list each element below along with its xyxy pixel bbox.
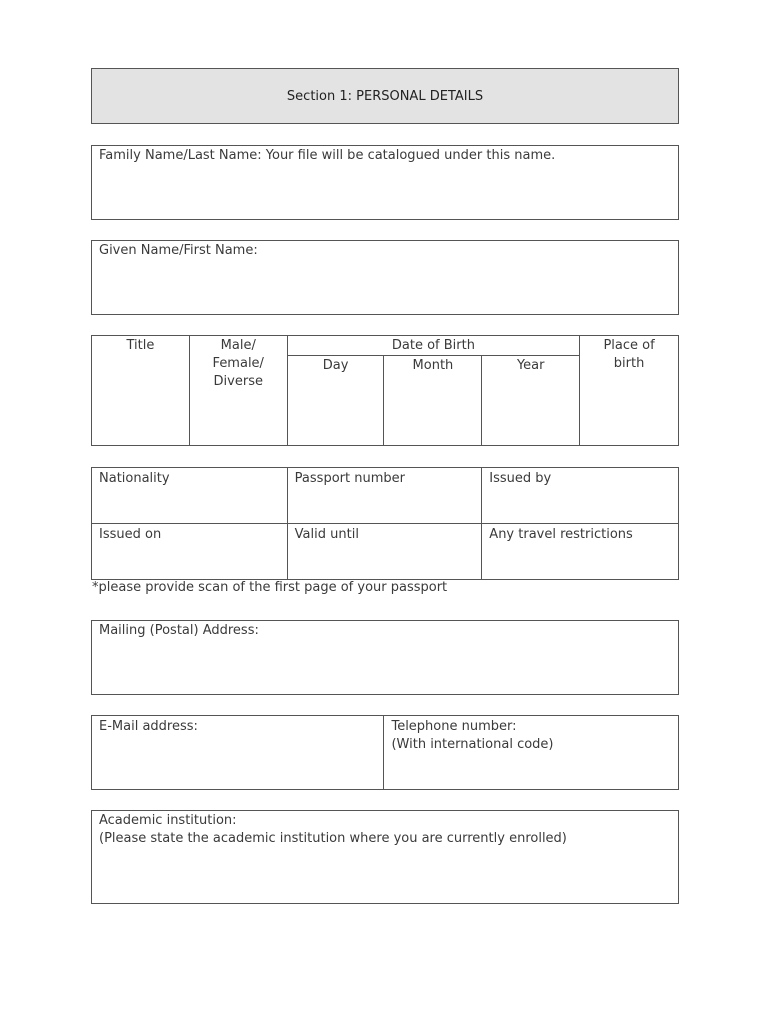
section-title: Section 1: PERSONAL DETAILS [286, 88, 484, 104]
nationality-cell[interactable] [92, 468, 288, 524]
dob-month-cell[interactable] [384, 356, 482, 446]
given-name-label: Given Name/First Name: [99, 243, 258, 258]
gender-cell[interactable] [189, 336, 287, 446]
issued-by-cell[interactable] [482, 468, 679, 524]
passport-table [91, 467, 679, 580]
dob-day-label: Day [322, 358, 349, 373]
family-name-field[interactable] [91, 145, 679, 220]
title-label: Title [126, 338, 155, 353]
issued-by-label: Issued by [489, 471, 552, 486]
section-header [91, 68, 679, 124]
telephone-cell[interactable] [384, 716, 679, 790]
date-of-birth-label: Date of Birth [391, 338, 475, 353]
passport-note: *please provide scan of the first page of your passport [92, 580, 448, 595]
given-name-field[interactable] [91, 240, 679, 315]
dob-day-cell[interactable] [287, 356, 384, 446]
academic-institution-label: Academic institution: (Please state the academic institution where you are currently enrolled) [99, 813, 567, 846]
family-name-label: Family Name/Last Name: Your file will be catalogued under this name. [99, 148, 556, 163]
date-of-birth-header [287, 336, 579, 356]
telephone-label: Telephone number: (With international code) [391, 719, 554, 752]
title-cell[interactable] [92, 336, 190, 446]
place-of-birth-label: Place of birth [603, 338, 655, 371]
travel-restrictions-label: Any travel restrictions [489, 527, 633, 542]
travel-restrictions-cell[interactable] [482, 524, 679, 580]
dob-year-label: Year [516, 358, 545, 373]
valid-until-cell[interactable] [287, 524, 482, 580]
mailing-address-field[interactable] [91, 620, 679, 695]
issued-on-label: Issued on [99, 527, 162, 542]
personal-details-table [91, 335, 679, 446]
issued-on-cell[interactable] [92, 524, 288, 580]
dob-year-cell[interactable] [482, 356, 580, 446]
dob-month-label: Month [412, 358, 454, 373]
passport-number-label: Passport number [294, 471, 405, 486]
email-cell[interactable] [92, 716, 384, 790]
academic-institution-field[interactable] [91, 810, 679, 904]
email-label: E-Mail address: [99, 719, 198, 734]
nationality-label: Nationality [99, 471, 170, 486]
gender-label: Male/ Female/ Diverse [212, 338, 264, 389]
mailing-address-label: Mailing (Postal) Address: [99, 623, 259, 638]
contact-table [91, 715, 679, 790]
passport-number-cell[interactable] [287, 468, 482, 524]
valid-until-label: Valid until [294, 527, 359, 542]
place-of-birth-cell[interactable] [580, 336, 679, 446]
